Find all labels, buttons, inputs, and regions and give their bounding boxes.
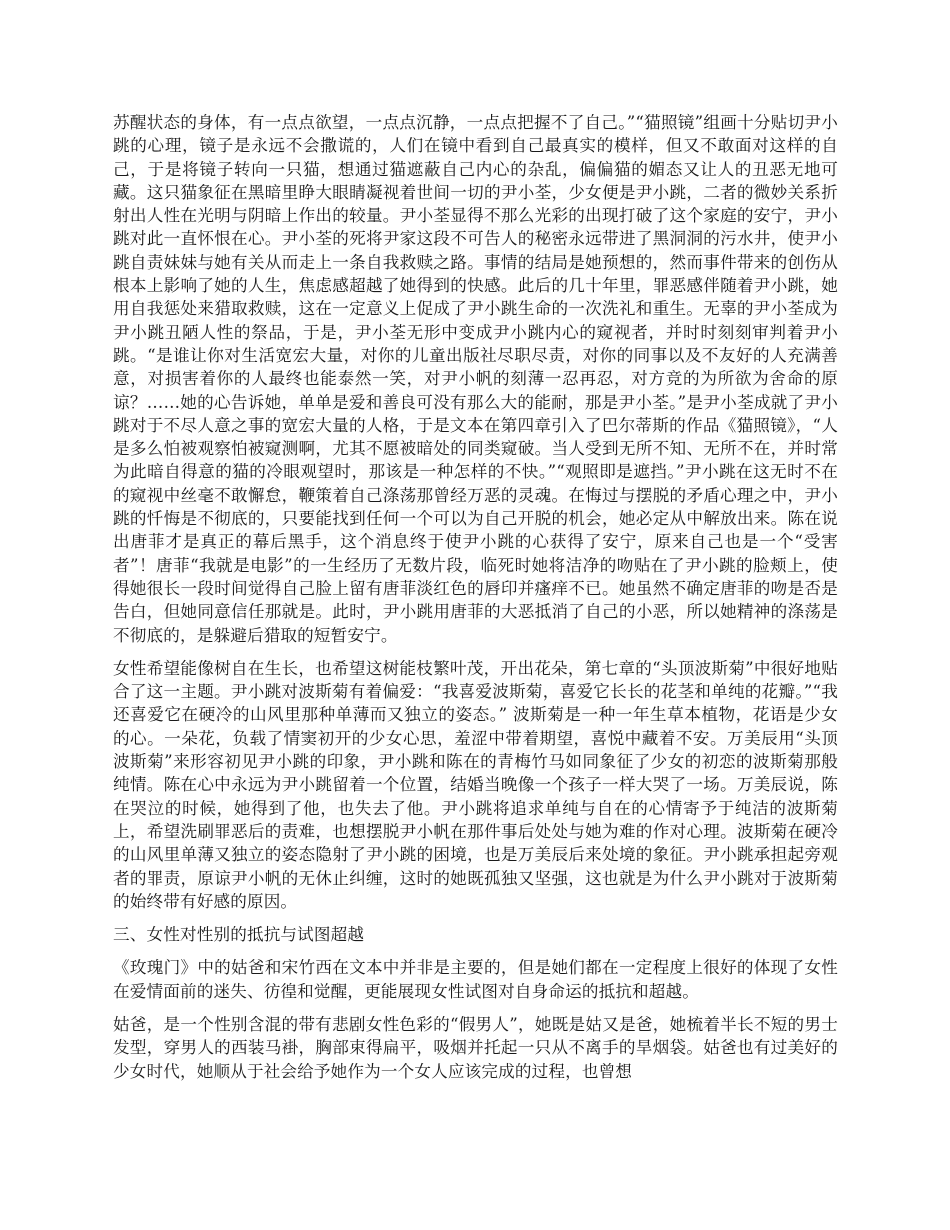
section-heading: 三、女性对性别的抵抗与试图超越 xyxy=(113,925,365,945)
paragraph-4: 姑爸，是一个性别含混的带有悲剧女性色彩的“假男人”，她既是姑又是爸，她梳着半长不短的男士发型，穿男人的西装马褂，胸部束得扁平，吸烟并托起一只从不离手的旱烟袋。姑爸也有过美好的少女时代，她顺从于社会给予她作为一个女人应该完成的过程，也曾想 xyxy=(113,1014,838,1081)
paragraph-3: 《玫瑰门》中的姑爸和宋竹西在文本中并非是主要的，但是她们都在一定程度上很好的体现了女性在爱情面前的迷失、彷徨和觉醒，更能展现女性试图对自身命运的抵抗和超越。 xyxy=(113,958,838,1001)
paragraph-1: 苏醒状态的身体，有一点点欲望，一点点沉静，一点点把握不了自己。”“猫照镜”组画十分贴切尹小跳的心理，镜子是永远不会撒谎的，人们在镜中看到自己最真实的模样，但又不敢面对这样的自己，于是将镜子转向一只猫，想通过猫遮蔽自己内心的杂乱，偏偏猫的媚态又让人的丑恶无地可藏。这只猫象征在黑暗里睁大眼睛凝视着世间一切的尹小荃，少女便是尹小跳，二者的微妙关系折射出人性在光明与阴暗上作出的较量。尹小荃显得不那么光彩的出现打破了这个家庭的安宁，尹小跳对此一直怀恨在心。尹小荃的死将尹家这段不可告人的秘密永远带进了黑洞洞的污水井，使尹小跳自责妹妹与她有关从而走上一条自我救赎之路。事情的结局是她预想的，然而事件带来的创伤从根本上影响了她的人生，焦虑感超越了她得到的快感。此后的几十年里，罪恶感伴随着尹小跳，她用自我惩处来猎取救赎，这在一定意义上促成了尹小跳生命的一次洗礼和重生。无辜的尹小荃成为尹小跳丑陋人性的祭品，于是，尹小荃无形中变成尹小跳内心的窥视者，并时时刻刻审判着尹小跳。“是谁让你对生活宽宏大量，对你的儿童出版社尽职尽责，对你的同事以及不友好的人充满善意，对损害着你的人最终也能泰然一笑，对尹小帆的刻薄一忍再忍，对方竞的为所欲为舍命的原谅？……她的心告诉她，单单是爱和善良可没有那么大的能耐，那是尹小荃。”是尹小荃成就了尹小跳对于不尽人意之事的宽宏大量的人格，于是文本在第四章引入了巴尔蒂斯的作品《猫照镜》，“人是多么怕被观察怕被窥测啊，尤其不愿被暗处的同类窥破。当人受到无所不知、无所不在，并时常为此暗自得意的猫的冷眼观望时，那该是一种怎样的不快。”“观照即是遮挡。”尹小跳在这无时不在的窥视中丝毫不敢懈怠，鞭策着自己涤荡那曾经万恶的灵魂。在悔过与摆脱的矛盾心理之中，尹小跳的忏悔是不彻底的，只要能找到任何一个可以为自己开脱的机会，她必定从中解放出来。陈在说出唐菲才是真正的幕后黑手，这个消息终于使尹小跳的心获得了安宁，原来自己也是一个“受害者”！唐菲“我就是电影”的一生经历了无数片段，临死时她将洁净的吻贴在了尹小跳的脸颊上，使得她很长一段时间觉得自己脸上留有唐菲淡红色的唇印并瘙痒不已。她虽然不确定唐菲的吻是否是告白，但她同意信任那就是。此时，尹小跳用唐菲的大恶抵消了自己的小恶，所以她精神的涤荡是不彻底的，是躲避后猎取的短暂安宁。 xyxy=(113,113,838,645)
paragraph-2: 女性希望能像树自在生长，也希望这树能枝繁叶茂，开出花朵，第七章的“头顶波斯菊”中很好地贴合了这一主题。尹小跳对波斯菊有着偏爱：“我喜爱波斯菊，喜爱它长长的花茎和单纯的花瓣。”“我还喜爱它在硬冷的山风里那种单薄而又独立的姿态。” 波斯菊是一种一年生草本植物，花语是少女的心。一朵花，负载了情窦初开的少女心思，羞涩中带着期望，喜悦中藏着不安。万美辰用“头顶波斯菊”来形容初见尹小跳的印象，尹小跳和陈在的青梅竹马如同象征了少女的初恋的波斯菊那般纯情。陈在心中永远为尹小跳留着一个位置，结婚当晚像一个孩子一样大哭了一场。万美辰说，陈在哭泣的时候，她得到了他，也失去了他。尹小跳将追求单纯与自在的心情寄予于纯洁的波斯菊上，希望洗刷罪恶后的责难，也想摆脱尹小帆在那件事后处处与她为难的作对心理。波斯菊在硬冷的山风里单薄又独立的姿态隐射了尹小跳的困境，也是万美辰后来处境的象征。尹小跳承担起旁观者的罪责，原谅尹小帆的无休止纠缠，这时的她既孤独又坚强，这也就是为什么尹小跳对于波斯菊的始终带有好感的原因。 xyxy=(113,658,838,911)
document-body xyxy=(113,111,838,1093)
